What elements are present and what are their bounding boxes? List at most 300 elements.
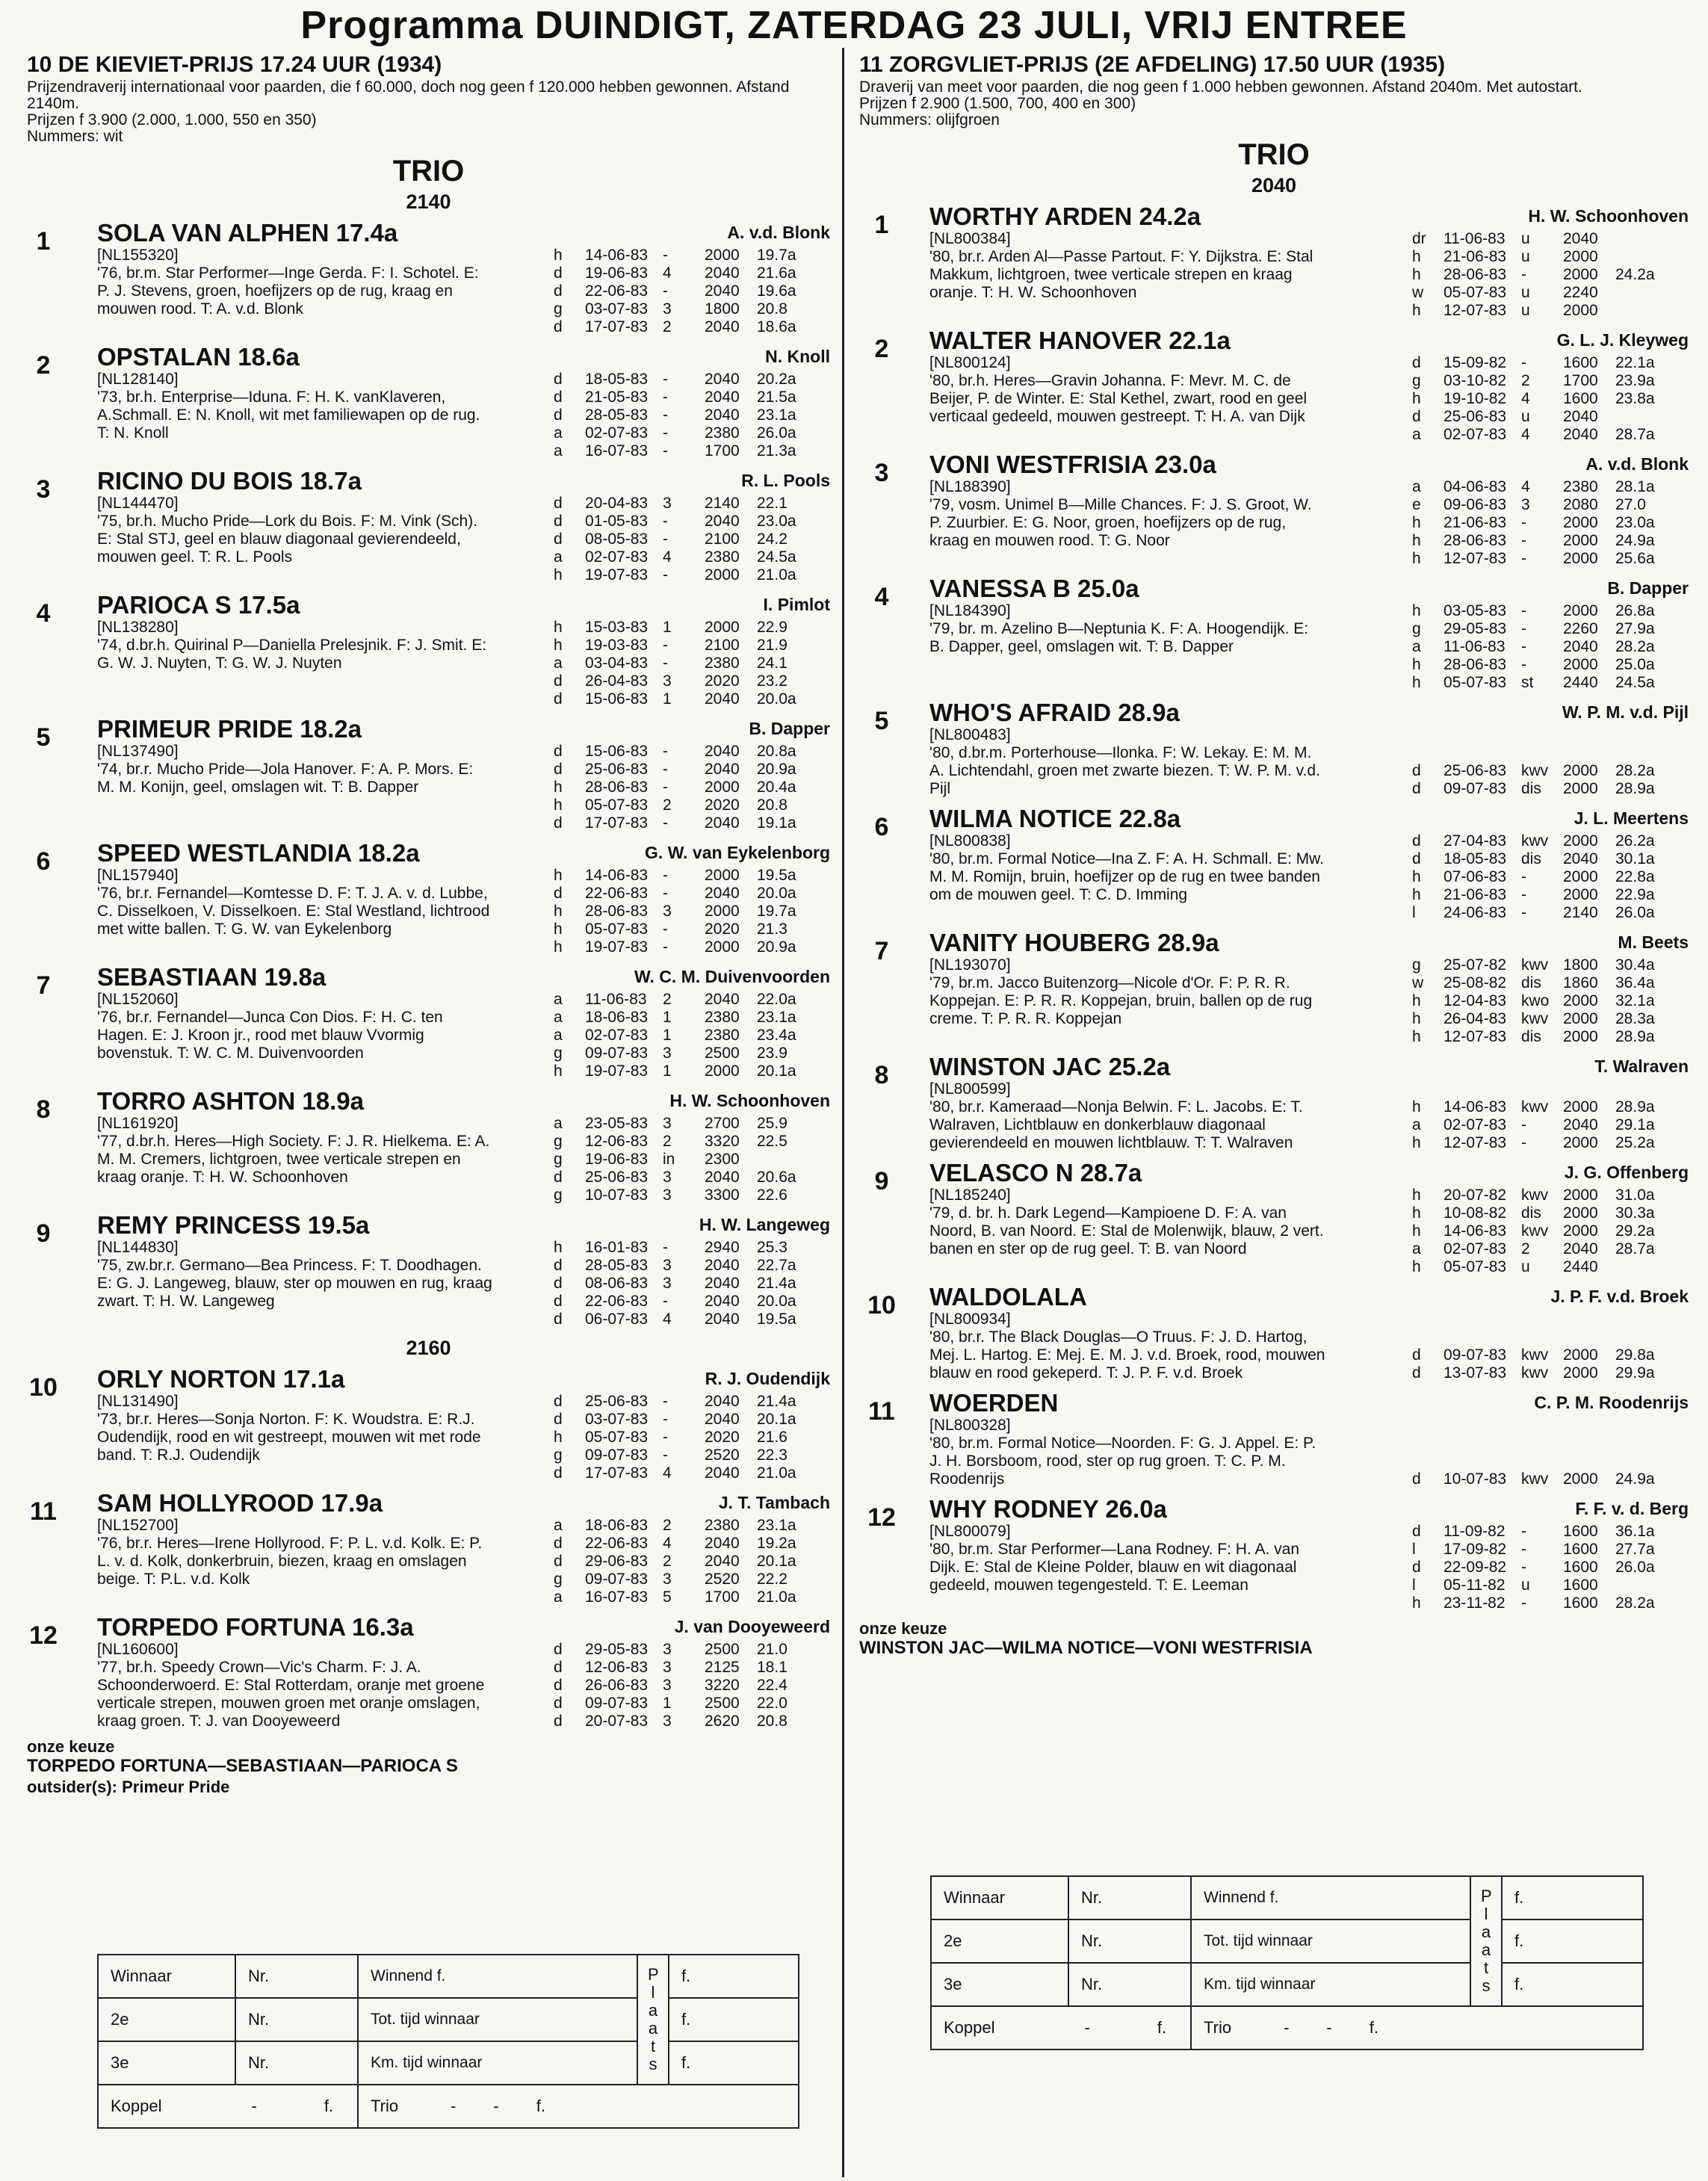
horse-number: 2 <box>36 351 51 380</box>
form-distance: 2040 <box>705 1411 740 1428</box>
horse-pedigree <box>97 1393 493 1482</box>
horse-driver: B. Dapper <box>1607 578 1689 598</box>
form-place: - <box>1521 532 1526 549</box>
form-date: 21-05-83 <box>585 389 649 406</box>
form-date: 24-06-83 <box>1444 904 1507 921</box>
form-time: 19.5a <box>757 867 796 884</box>
koppel-f: f. <box>324 2097 334 2115</box>
onze-keuze-label: onze keuze <box>859 1619 947 1638</box>
form-distance: 3300 <box>705 1187 740 1204</box>
form-place: dis <box>1521 1204 1541 1222</box>
form-date: 29-05-83 <box>1444 620 1507 637</box>
horse-description: '76, br.r. Fernandel—Komtesse D. F: T. J. A. v. d. Lubbe, C. Disselkoen, V. Disselkoen. E: Stal Westland, lichtrood met witte ballen. T: G. W. van Eykelenborg <box>97 885 490 938</box>
form-date: 10-07-83 <box>585 1187 649 1204</box>
horse-driver: J. van Dooyeweerd <box>674 1617 830 1636</box>
form-track: d <box>554 495 563 512</box>
horse-code: [NL800599] <box>929 1080 1011 1098</box>
form-row <box>554 1659 830 1677</box>
form-place: in <box>663 1151 675 1168</box>
form-time: 22.8a <box>1615 868 1655 885</box>
form-track: h <box>554 779 563 796</box>
horse-name: TORRO ASHTON 18.9a <box>97 1087 364 1115</box>
form-time: 21.0 <box>757 1641 788 1658</box>
form-date: 19-07-83 <box>585 1062 649 1080</box>
form-distance: 2000 <box>705 867 740 884</box>
form-place: - <box>663 282 668 300</box>
horse-driver: M. Beets <box>1618 932 1689 952</box>
horse-name: RICINO DU BOIS 18.7a <box>97 467 362 495</box>
form-track: d <box>1412 780 1421 797</box>
form-track: d <box>554 690 563 708</box>
form-row <box>554 1169 830 1187</box>
form-distance: 2040 <box>705 1275 740 1292</box>
form-time: 27.0 <box>1615 496 1646 513</box>
form-track: d <box>554 814 563 832</box>
form-row <box>554 318 830 336</box>
form-row <box>1412 1594 1689 1612</box>
form-distance: 3220 <box>705 1677 740 1694</box>
horse-body <box>97 716 830 832</box>
horse-driver: B. Dapper <box>749 719 830 738</box>
form-row <box>554 1588 830 1606</box>
form-row <box>1412 1116 1689 1134</box>
form-distance: 2100 <box>705 530 740 548</box>
horse-pedigree <box>97 1239 493 1328</box>
form-date: 09-06-83 <box>1444 496 1507 513</box>
form-place: kwv <box>1521 1222 1549 1240</box>
horse-code: [NL160600] <box>97 1641 179 1658</box>
form-track: h <box>1412 602 1421 619</box>
form-date: 22-06-83 <box>585 1535 649 1552</box>
horse-code: [NL188390] <box>929 478 1011 495</box>
scorecard-field-label: Tot. tijd winnaar <box>1191 1919 1470 1963</box>
column-divider <box>842 48 844 2177</box>
form-track: d <box>554 1169 563 1186</box>
form-date: 14-06-83 <box>585 247 649 264</box>
horse-entry <box>27 840 830 956</box>
form-distance: 2380 <box>1563 478 1598 495</box>
form-row <box>554 991 830 1009</box>
form-row <box>1412 1187 1689 1204</box>
form-date: 05-07-83 <box>1444 674 1507 691</box>
form-row <box>554 779 830 796</box>
form-distance: 2100 <box>705 637 740 654</box>
horse-description: '80, br.m. Star Performer—Lana Rodney. F: H. A. van Dijk. E: Stal de Kleine Polder, blauw en wit diagonaal gedeeld, mouwen tegengesteld. T: E. Leeman <box>929 1541 1299 1594</box>
horse-driver: H. W. Schoonhoven <box>1528 206 1689 226</box>
form-distance: 2040 <box>705 264 740 282</box>
form-track: h <box>1412 886 1421 903</box>
form-track: h <box>554 247 563 264</box>
form-place: - <box>663 743 668 760</box>
scorecard-field-label: Winnend f. <box>1191 1876 1470 1919</box>
horse-body <box>97 1366 830 1482</box>
form-place: u <box>1521 284 1530 301</box>
form-place: - <box>663 655 668 672</box>
form-place: dis <box>1521 850 1541 867</box>
form-place: 2 <box>663 991 672 1008</box>
horse-entry <box>27 592 830 708</box>
scorecard-value-cell[interactable]: f. <box>669 2041 799 2085</box>
horse-number: 9 <box>874 1167 889 1195</box>
form-place: - <box>1521 886 1526 903</box>
form-track: h <box>1412 1258 1421 1275</box>
form-distance: 2260 <box>1563 620 1598 637</box>
form-time: 28.3a <box>1615 1010 1655 1027</box>
horse-name: WALDOLALA <box>929 1283 1087 1311</box>
scorecard-place-label: 3e <box>931 1963 1068 2006</box>
form-time: 25.3 <box>757 1239 788 1256</box>
form-row <box>554 637 830 655</box>
form-row <box>554 1062 830 1080</box>
form-row <box>1412 868 1689 886</box>
scorecard-nr-label: Nr. <box>1068 1876 1191 1919</box>
horse-code: [NL144830] <box>97 1239 179 1256</box>
form-track: d <box>554 1713 563 1730</box>
form-date: 02-07-83 <box>1444 426 1507 443</box>
form-place: kwo <box>1521 992 1550 1009</box>
form-date: 25-08-82 <box>1444 974 1507 991</box>
form-time: 20.1a <box>757 1062 796 1080</box>
horse-entry <box>27 220 830 336</box>
trio-dash: - <box>493 2097 499 2115</box>
scorecard-nr-label: Nr. <box>235 1998 358 2041</box>
form-track: d <box>554 1257 563 1274</box>
form-table <box>1412 602 1689 692</box>
trio-dash: - <box>1284 2018 1290 2037</box>
form-track: d <box>554 1411 563 1428</box>
form-time <box>1615 408 1660 426</box>
form-distance: 2040 <box>1563 850 1598 867</box>
form-place: 2 <box>663 1553 672 1570</box>
form-date: 28-06-83 <box>1444 266 1507 283</box>
form-time: 24.5a <box>757 548 796 566</box>
form-time: 24.9a <box>1615 532 1655 549</box>
form-time: 19.6a <box>757 282 796 300</box>
form-place: dis <box>1521 974 1541 991</box>
form-distance: 2000 <box>1563 780 1598 797</box>
form-time: 23.2 <box>757 672 788 690</box>
horse-body <box>97 344 830 460</box>
form-time: 18.1 <box>757 1659 788 1676</box>
form-table <box>554 1393 830 1482</box>
form-time: 27.7a <box>1615 1541 1655 1558</box>
form-row <box>1412 550 1689 568</box>
form-time <box>1615 1258 1660 1276</box>
scorecard-value-cell[interactable]: f. <box>1502 1876 1643 1919</box>
form-track: d <box>1412 1346 1421 1364</box>
horse-body <box>97 468 830 584</box>
horse-name: REMY PRINCESS 19.5a <box>97 1211 370 1239</box>
form-track: d <box>554 1695 563 1712</box>
form-distance: 1600 <box>1563 1594 1598 1612</box>
form-place: 1 <box>663 619 672 636</box>
form-distance: 2040 <box>705 1169 740 1186</box>
form-place: u <box>1521 230 1530 247</box>
horse-name: VELASCO N 28.7a <box>929 1159 1142 1187</box>
form-track: g <box>554 1045 563 1062</box>
horse-entry <box>27 1088 830 1204</box>
horse-details <box>97 991 830 1080</box>
form-row <box>554 761 830 779</box>
form-time: 20.8a <box>757 743 796 760</box>
form-place: - <box>663 513 668 530</box>
form-distance: 2000 <box>1563 532 1598 549</box>
scorecard-place-label: Winnaar <box>98 1955 235 1998</box>
form-track: a <box>1412 478 1421 495</box>
form-place: 3 <box>663 495 672 512</box>
form-track: d <box>554 530 563 548</box>
form-track: h <box>1412 532 1421 549</box>
horse-pedigree <box>97 371 493 460</box>
form-date: 02-07-83 <box>1444 1116 1507 1133</box>
form-date: 12-07-83 <box>1444 550 1507 567</box>
horse-code: [NL152700] <box>97 1517 179 1534</box>
horse-details <box>97 1239 830 1328</box>
form-row <box>554 903 830 921</box>
scorecard-value-cell[interactable]: f. <box>1502 1919 1643 1963</box>
form-place: 1 <box>663 1062 672 1080</box>
trio-cell[interactable] <box>358 2085 799 2128</box>
form-distance: 1600 <box>1563 354 1598 371</box>
form-track: d <box>1412 354 1421 371</box>
form-track: l <box>1412 1577 1416 1594</box>
horse-driver: J. G. Offenberg <box>1564 1163 1689 1182</box>
form-row <box>1412 1010 1689 1028</box>
form-row <box>554 796 830 814</box>
form-table <box>554 1517 830 1606</box>
form-track: a <box>554 1517 563 1534</box>
form-date: 02-07-83 <box>585 1027 649 1044</box>
form-place: 1 <box>663 1027 672 1044</box>
form-distance: 2040 <box>705 743 740 760</box>
horse-description: '80, br.r. The Black Douglas—O Truus. F: J. D. Hartog, Mej. L. Hartog. E: Mej. E. M. J. v.d. Broek, rood, mouwen blauw en rood gekeperd. T: J. P. F. v.d. Broek <box>929 1328 1325 1382</box>
form-distance: 2020 <box>705 921 740 938</box>
form-track: g <box>554 1187 563 1204</box>
form-place: 4 <box>663 548 672 566</box>
horse-pedigree <box>929 1523 1325 1612</box>
form-row <box>1412 1028 1689 1046</box>
form-row <box>1412 372 1689 390</box>
form-place: - <box>1521 656 1526 673</box>
horse-entry <box>859 327 1689 444</box>
form-row <box>1412 638 1689 656</box>
form-time: 22.0a <box>757 991 796 1008</box>
form-row <box>554 814 830 832</box>
horse-driver: J. T. Tambach <box>718 1493 830 1512</box>
horse-description: '80, br.m. Formal Notice—Ina Z. F: A. H. Schmall. E: Mw. M. M. Romijn, bruin, hoefijzer op de rug en twee banden om de mouwen geel. T: C. D. Imming <box>929 850 1324 903</box>
form-distance: 3320 <box>705 1133 740 1150</box>
form-row <box>1412 620 1689 638</box>
form-time: 21.0a <box>757 1464 796 1482</box>
form-date: 27-04-83 <box>1444 832 1507 850</box>
horse-number: 8 <box>874 1061 889 1089</box>
horse-pedigree <box>929 354 1325 444</box>
form-distance: 1700 <box>705 442 740 460</box>
form-date: 12-06-83 <box>585 1659 649 1676</box>
form-track: d <box>554 761 563 778</box>
form-date: 28-05-83 <box>585 1257 649 1274</box>
form-track: h <box>1412 266 1421 283</box>
form-time: 19.2a <box>757 1535 796 1552</box>
form-place: - <box>663 1393 668 1410</box>
form-distance: 2000 <box>705 247 740 264</box>
form-track: a <box>554 991 563 1008</box>
form-row <box>1412 1559 1689 1577</box>
form-track: d <box>1412 408 1421 425</box>
form-time: 26.0a <box>757 424 796 442</box>
form-row <box>1412 302 1689 320</box>
form-row <box>554 1713 830 1730</box>
form-row <box>1412 532 1689 550</box>
koppel-label: Koppel <box>111 2097 162 2115</box>
form-date: 19-10-82 <box>1444 390 1507 407</box>
form-table <box>1412 1523 1689 1612</box>
form-row <box>1412 762 1689 780</box>
koppel-cell[interactable] <box>931 2006 1191 2049</box>
form-date: 28-05-83 <box>585 406 649 424</box>
form-date: 15-06-83 <box>585 743 649 760</box>
form-date: 19-07-83 <box>585 938 649 956</box>
form-distance: 2000 <box>705 903 740 920</box>
horse-details <box>929 1417 1689 1488</box>
form-time: 36.1a <box>1615 1523 1655 1540</box>
horse-number: 7 <box>874 937 889 965</box>
form-row <box>554 1571 830 1588</box>
form-distance: 1600 <box>1563 1577 1598 1594</box>
form-time: 23.0a <box>1615 514 1655 531</box>
horse-entry <box>859 451 1689 568</box>
horse-code: [NL128140] <box>97 371 179 388</box>
form-track: g <box>1412 956 1421 974</box>
scorecard-value-cell[interactable]: f. <box>669 1955 799 1998</box>
race-description: Prijzendraverij internationaal voor paarden, die f 60.000, doch nog geen f 120.000 hebben gewonnen. Afstand 2140m. <box>27 78 790 112</box>
form-table <box>1412 1098 1689 1152</box>
form-place: 4 <box>663 264 672 282</box>
form-place: - <box>663 761 668 778</box>
horse-details <box>97 1115 830 1204</box>
form-place: 3 <box>663 1045 672 1062</box>
horse-number: 11 <box>30 1497 57 1526</box>
form-date: 03-05-83 <box>1444 602 1507 619</box>
form-row <box>554 1009 830 1027</box>
form-place: - <box>1521 1559 1526 1576</box>
horse-details <box>929 478 1689 568</box>
form-time: 18.6a <box>757 318 796 335</box>
form-row <box>1412 974 1689 992</box>
scorecard-value-cell[interactable]: f. <box>669 1998 799 2041</box>
form-time <box>1615 248 1660 266</box>
form-time: 22.2 <box>757 1571 788 1588</box>
form-row <box>554 1641 830 1659</box>
horse-entry <box>859 1496 1689 1612</box>
distance-heading: 2040 <box>1251 174 1297 197</box>
form-time: 28.9a <box>1615 780 1655 797</box>
form-row <box>554 1239 830 1257</box>
horse-code: [NL800483] <box>929 726 1011 743</box>
form-time: 22.0 <box>757 1695 788 1712</box>
form-place: kwv <box>1521 1470 1549 1488</box>
horse-code: [NL800838] <box>929 832 1011 850</box>
form-row <box>554 619 830 637</box>
form-place: u <box>1521 408 1530 425</box>
plaats-label <box>637 1955 669 2085</box>
form-date: 28-06-83 <box>1444 532 1507 549</box>
form-date: 05-07-83 <box>1444 1258 1507 1275</box>
form-row <box>554 1447 830 1464</box>
form-row <box>554 282 830 300</box>
results-scorecard <box>930 1875 1644 2050</box>
form-date: 02-07-83 <box>585 424 649 442</box>
horse-details <box>929 230 1689 320</box>
form-date: 18-06-83 <box>585 1517 649 1534</box>
form-track: h <box>554 619 563 636</box>
form-time <box>757 1151 802 1169</box>
form-place: - <box>663 867 668 884</box>
form-table <box>554 1641 830 1730</box>
horse-details <box>929 1523 1689 1612</box>
form-row <box>1412 1346 1689 1364</box>
form-place: kwv <box>1521 1098 1549 1116</box>
form-table <box>1412 1470 1689 1488</box>
form-track: h <box>1412 1134 1421 1151</box>
form-track: a <box>554 442 563 460</box>
horse-name: WHO'S AFRAID 28.9a <box>929 699 1180 726</box>
horse-pedigree <box>929 832 1325 922</box>
form-distance: 2500 <box>705 1695 740 1712</box>
form-place: 4 <box>663 1535 672 1552</box>
form-distance: 2140 <box>1563 904 1598 921</box>
form-distance: 2000 <box>1563 514 1598 531</box>
form-row <box>1412 674 1689 692</box>
horse-name: WORTHY ARDEN 24.2a <box>929 202 1201 230</box>
horse-description: '80, d.br.m. Porterhouse—Ilonka. F: W. Lekay. E: M. M. A. Lichtendahl, groen met zwarte biezen. T: W. P. M. v.d. Pijl <box>929 744 1320 797</box>
form-row <box>1412 1204 1689 1222</box>
form-time: 29.8a <box>1615 1346 1655 1364</box>
form-distance: 2040 <box>1563 426 1598 443</box>
form-date: 18-06-83 <box>585 1009 649 1026</box>
form-time: 24.2 <box>757 530 788 548</box>
form-distance: 2040 <box>705 885 740 902</box>
form-place: u <box>1521 248 1530 265</box>
form-track: d <box>554 389 563 406</box>
scorecard-value-cell[interactable]: f. <box>1502 1963 1643 2006</box>
form-date: 26-04-83 <box>585 672 649 690</box>
koppel-cell[interactable] <box>98 2085 358 2128</box>
horse-number: 6 <box>36 847 51 876</box>
form-track: g <box>554 300 563 318</box>
form-date: 26-04-83 <box>1444 1010 1507 1027</box>
horse-pedigree <box>97 991 493 1080</box>
form-track: d <box>554 406 563 424</box>
form-track: h <box>1412 1204 1421 1222</box>
form-distance: 2140 <box>705 495 740 512</box>
form-date: 18-05-83 <box>1444 850 1507 867</box>
form-place: 2 <box>663 318 672 335</box>
form-place: - <box>1521 602 1526 619</box>
form-place: - <box>1521 904 1526 921</box>
form-distance: 2000 <box>705 938 740 956</box>
form-row <box>554 867 830 885</box>
form-date: 25-06-83 <box>1444 762 1507 779</box>
form-track: d <box>1412 850 1421 867</box>
horse-code: [NL144470] <box>97 495 179 512</box>
trio-dash: - <box>451 2097 457 2115</box>
form-distance: 2380 <box>705 1009 740 1026</box>
form-distance: 1700 <box>1563 372 1598 389</box>
form-date: 02-07-83 <box>1444 1240 1507 1257</box>
form-date: 28-06-83 <box>585 779 649 796</box>
trio-cell[interactable] <box>1191 2006 1643 2049</box>
